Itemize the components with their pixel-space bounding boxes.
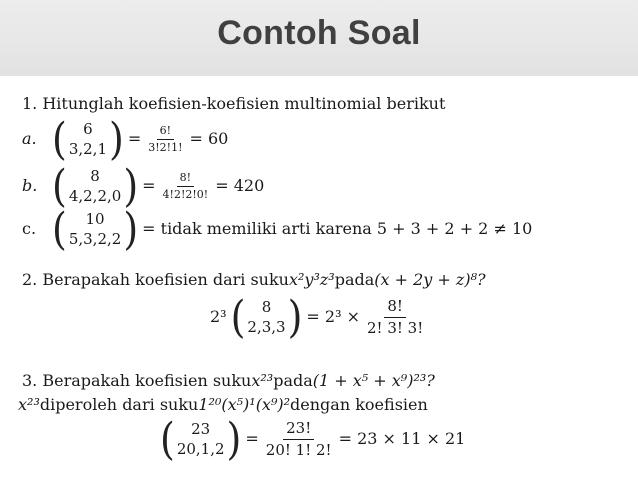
item-c: c. ( 10 5,3,2,2 ) = tidak memiliki arti karena 5 + 3 + 2 + 2 ≠ 10 bbox=[22, 203, 533, 255]
question-3-line-2: x²³ diperoleh dari suku 1²⁰(x⁵)¹(x⁹)² dengan koefisien bbox=[18, 395, 428, 414]
question-1-text: 1. Hitunglah koefisien-koefisien multinomial berikut bbox=[22, 94, 446, 113]
fraction-a: $\frac{6!}{3!2!1!}$ bbox=[148, 123, 183, 154]
fraction-q3: $\frac{23!}{20! 1! 2!}$ bbox=[265, 418, 332, 459]
slide-title: Contoh Soal bbox=[217, 14, 421, 52]
fraction-b: $\frac{8!}{4!2!2!0!}$ bbox=[162, 170, 209, 201]
binom-c: ( 10 5,3,2,2 ) bbox=[52, 203, 139, 255]
question-2-text: 2. Berapakah koefisien dari suku x²y³z³ pada (x + 2y + z)⁸? bbox=[22, 270, 486, 289]
item-a: a. ( 6 3,2,1 ) = $\frac{6!}{3!2!1!}$ = 60 bbox=[22, 113, 229, 165]
fraction-q2: $\frac{8!}{2! 3! 3!}$ bbox=[367, 296, 424, 337]
equation-3: ( 23 20,1,2 ) = $\frac{23!}{20! 1! 2!}$ = 23 × 11 × 21 bbox=[160, 413, 466, 465]
binom-q3: ( 23 20,1,2 ) bbox=[160, 413, 242, 465]
question-3-text: 3. Berapakah koefisien suku x²³ pada (1 + x⁵ + x⁹)²³? bbox=[22, 371, 435, 390]
item-a-label: a. bbox=[22, 129, 37, 148]
item-c-label: c. bbox=[22, 219, 37, 238]
equation-2: 2³ ( 8 2,3,3 ) = 2³ × $\frac{8!}{2! 3! 3!}$ bbox=[210, 296, 426, 338]
title-bar bbox=[0, 0, 638, 76]
item-b-label: b. bbox=[22, 176, 38, 195]
item-b: b. ( 8 4,2,2,0 ) = $\frac{8!}{4!2!2!0!}$ = 420 bbox=[22, 160, 265, 212]
binom-a: ( 6 3,2,1 ) bbox=[52, 113, 124, 165]
binom-q2: ( 8 2,3,3 ) bbox=[230, 291, 303, 343]
binom-b: ( 8 4,2,2,0 ) bbox=[52, 160, 139, 212]
